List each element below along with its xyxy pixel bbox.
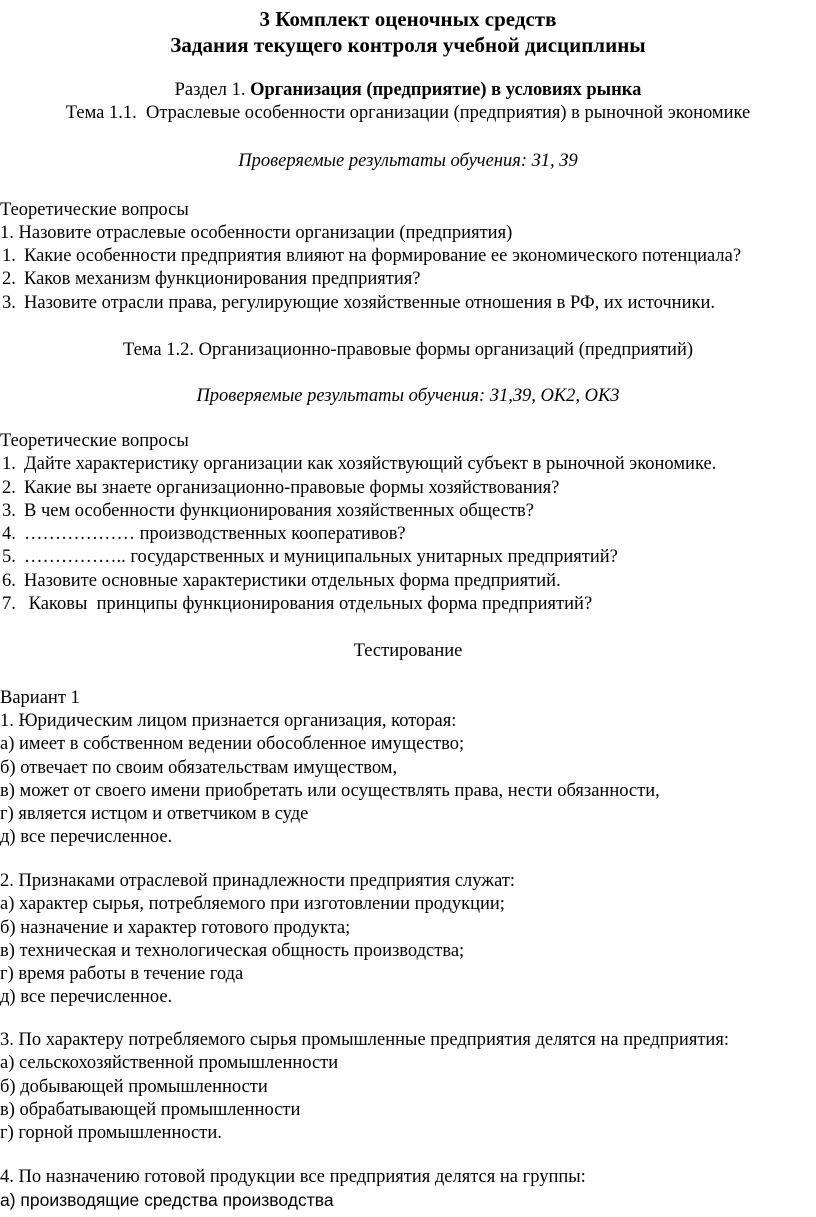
list-item-text: Каковы принципы функционирования отдельных форма предприятий? <box>24 594 593 614</box>
list-item-number: 1. <box>2 454 16 474</box>
answer-option: а) характер сырья, потребляемого при изготовлении продукции; <box>0 894 505 914</box>
answer-option: д) все перечисленное. <box>0 987 173 1007</box>
variant-label: Вариант 1 <box>0 688 80 708</box>
list-item <box>2 593 592 616</box>
test-question-2: 2. Признаками отраслевой принадлежности предприятия служат: <box>0 871 516 891</box>
answer-option: д) все перечисленное. <box>0 827 173 847</box>
section-heading <box>0 79 816 102</box>
topic2-questions-heading: Теоретические вопросы <box>0 431 189 451</box>
list-item-text: В чем особенности функционирования хозяйственных обществ? <box>24 501 534 521</box>
answer-option: б) добывающей промышленности <box>0 1077 268 1097</box>
test-question-4: 4. По назначению готовой продукции все предприятия делятся на группы: <box>0 1167 586 1187</box>
section-label: Раздел 1. <box>174 80 251 100</box>
list-item-number: 1. <box>2 246 16 266</box>
list-item-text: …………….. государственных и муниципальных унитарных предприятий? <box>24 547 618 567</box>
list-item-number: 4. <box>2 524 16 544</box>
list-item <box>2 570 561 593</box>
list-item <box>2 500 534 523</box>
answer-option: в) обрабатывающей промышленности <box>0 1100 301 1120</box>
topic1-intro: 1. Назовите отраслевые особенности организации (предприятия) <box>0 223 513 243</box>
list-item-text: Назовите отрасли права, регулирующие хозяйственные отношения в РФ, их источники. <box>24 293 715 313</box>
answer-option: в) техническая и технологическая общность производства; <box>0 941 465 961</box>
list-item <box>2 292 715 315</box>
answer-option: г) является истцом и ответчиком в суде <box>0 804 309 824</box>
list-item-text: Дайте характеристику организации как хозяйствующий субъект в рыночной экономике. <box>24 454 717 474</box>
list-item-number: 2. <box>2 478 16 498</box>
list-item-text: Назовите основные характеристики отдельных форма предприятий. <box>24 571 561 591</box>
list-item-number: 7. <box>2 594 16 614</box>
list-item-text: Каков механизм функционирования предприятия? <box>24 269 421 289</box>
list-item-number: 3. <box>2 293 16 313</box>
test-question-3: 3. По характеру потребляемого сырья промышленные предприятия делятся на предприятия: <box>0 1030 729 1050</box>
list-item-number: 2. <box>2 269 16 289</box>
answer-option: г) горной промышленности. <box>0 1123 222 1143</box>
list-item <box>2 477 559 500</box>
list-item <box>2 523 406 546</box>
answer-option: в) может от своего имени приобретать или осуществлять права, нести обязанности, <box>0 781 660 801</box>
answer-option: а) имеет в собственном ведении обособленное имущество; <box>0 734 465 754</box>
topic1-questions-heading: Теоретические вопросы <box>0 200 189 220</box>
list-item-number: 5. <box>2 547 16 567</box>
topic2-title: Тема 1.2. Организационно-правовые формы организаций (предприятий) <box>122 340 694 360</box>
list-item <box>2 245 741 268</box>
topic2-results: Проверяемые результаты обучения: З1,З9, ОК2, ОК3 <box>196 386 620 406</box>
list-item <box>2 546 618 569</box>
testing-heading: Тестирование <box>353 641 463 661</box>
topic1-title: Тема 1.1. Отраслевые особенности организации (предприятия) в рыночной экономике <box>65 103 751 123</box>
document-subtitle: Задания текущего контроля учебной дисциплины <box>170 33 646 57</box>
answer-option: г) время работы в течение года <box>0 964 244 984</box>
list-item-text: Какие вы знаете организационно-правовые формы хозяйствования? <box>24 478 560 498</box>
list-item-text: ……………… производственных кооперативов? <box>24 524 406 544</box>
list-item-text: Какие особенности предприятия влияют на формирование ее экономического потенциала? <box>24 246 742 266</box>
topic1-results: Проверяемые результаты обучения: З1, З9 <box>238 151 578 171</box>
section-title: Организация (предприятие) в условиях рынка <box>250 80 642 100</box>
list-item-number: 6. <box>2 571 16 591</box>
answer-option: б) назначение и характер готового продукта; <box>0 918 351 938</box>
answer-option: а) производящие средства производства <box>0 1190 334 1210</box>
list-item <box>2 453 716 476</box>
answer-option: б) отвечает по своим обязательствам имуществом, <box>0 758 398 778</box>
list-item-number: 3. <box>2 501 16 521</box>
document-title: 3 Комплект оценочных средств <box>259 7 557 31</box>
test-question-1: 1. Юридическим лицом признается организация, которая: <box>0 711 457 731</box>
list-item <box>2 268 421 291</box>
answer-option: а) сельскохозяйственной промышленности <box>0 1053 339 1073</box>
